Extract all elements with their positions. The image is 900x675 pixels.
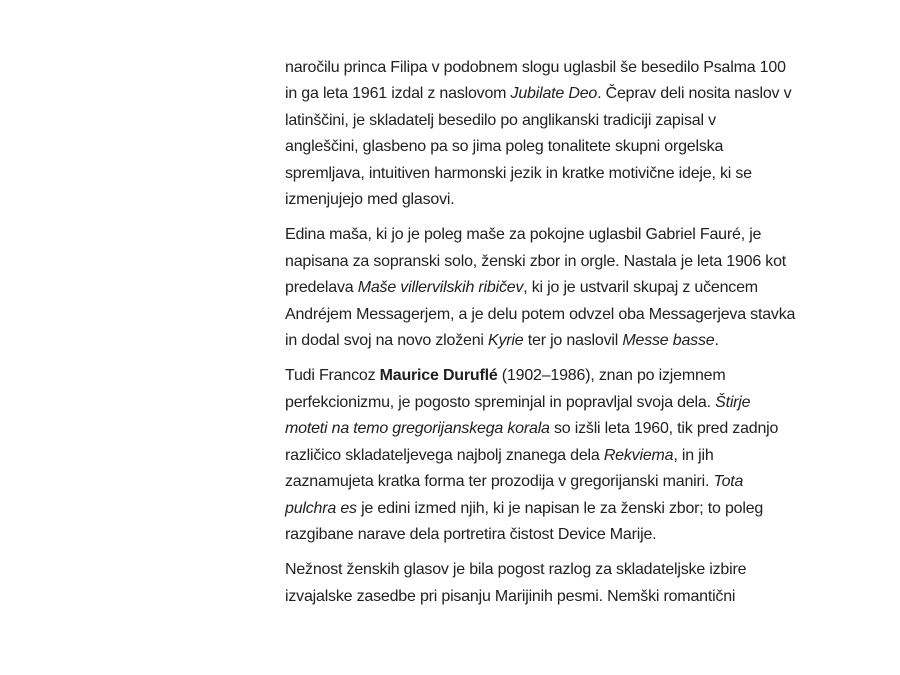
body-text: spremljava, intuitiven harmonski jezik in kratke motivične ideje, ki se <box>285 164 752 182</box>
body-text: ter jo naslovil <box>523 332 623 350</box>
text-line <box>285 222 845 248</box>
text-line <box>285 496 845 522</box>
body-text: je edini izmed njih, ki je napisan le za ženski zbor; to poleg <box>356 499 764 517</box>
italic-text: Rekviema <box>603 446 674 464</box>
text-line <box>285 275 845 301</box>
text-line <box>285 81 845 107</box>
body-text: različico skladateljevega najbolj znanega dela <box>285 446 604 464</box>
paragraph-4 <box>285 557 845 610</box>
italic-text: Kyrie <box>488 332 524 350</box>
paragraph-2 <box>285 222 845 354</box>
paragraph-3 <box>285 363 845 548</box>
body-text: . <box>714 332 719 350</box>
text-line <box>285 584 845 610</box>
body-text: in dodal svoj na novo zloženi <box>285 332 489 350</box>
body-text: izmenjujejo med glasovi. <box>285 191 455 209</box>
text-line <box>285 134 845 160</box>
text-line <box>285 328 845 354</box>
italic-text: Tota <box>713 473 744 491</box>
body-text: Tudi Francoz <box>285 367 380 385</box>
body-text: , in jih <box>673 446 714 464</box>
italic-text: moteti na temo gregorijanskega korala <box>285 420 550 438</box>
body-text: in ga leta 1961 izdal z naslovom <box>285 85 511 103</box>
text-line <box>285 161 845 187</box>
document-text <box>285 55 845 619</box>
body-text: Nežnost ženskih glasov je bila pogost razlog za skladateljske izbire <box>285 561 747 579</box>
body-text: , ki jo je ustvaril skupaj z učencem <box>523 279 758 297</box>
body-text: razgibane narave dela portretira čistost Device Marije. <box>285 525 657 543</box>
text-line <box>285 187 845 213</box>
body-text: naročilu princa Filipa v podobnem slogu uglasbil še besedilo Psalma 100 <box>285 59 786 76</box>
text-line <box>285 416 845 442</box>
text-line <box>285 55 845 81</box>
body-text: . Čeprav deli nosita naslov v <box>597 85 792 103</box>
body-text: izvajalske zasedbe pri pisanju Marijinih pesmi. Nemški romantični <box>285 587 736 605</box>
bold-text: Maurice Duruflé <box>379 367 498 385</box>
italic-text: Maše villervilskih ribičev <box>357 279 524 297</box>
text-line <box>285 390 845 416</box>
text-line <box>285 557 845 583</box>
text-line <box>285 363 845 389</box>
body-text: perfekcionizmu, je pogosto spreminjal in popravljal svoja dela. <box>285 393 716 411</box>
body-text: napisana za sopranski solo, ženski zbor in orgle. Nastala je leta 1906 kot <box>285 252 787 270</box>
italic-text: Štirje <box>715 393 751 411</box>
italic-text: Jubilate Deo <box>510 85 598 103</box>
italic-text: Messe basse <box>622 332 715 350</box>
body-text: so izšli leta 1960, tik pred zadnjo <box>549 420 779 438</box>
text-line <box>285 302 845 328</box>
text-line <box>285 108 845 134</box>
italic-text: pulchra es <box>285 499 357 517</box>
body-text: zaznamujeta kratka forma ter prozodija v gregorijanski maniri. <box>285 473 714 491</box>
text-line <box>285 249 845 275</box>
text-line <box>285 469 845 495</box>
body-text: Edina maša, ki jo je poleg maše za pokojne uglasbil Gabriel Fauré, je <box>285 226 762 244</box>
text-line <box>285 443 845 469</box>
text-line <box>285 522 845 548</box>
body-text: angleščini, glasbeno pa so jima poleg tonalitete skupni orgelska <box>285 138 724 156</box>
body-text: Andréjem Messagerjem, a je delu potem odvzel oba Messagerjeva stavka <box>285 305 796 323</box>
paragraph-1 <box>285 55 845 213</box>
body-text: (1902–1986), znan po izjemnem <box>497 367 726 385</box>
body-text: latinščini, je skladatelj besedilo po anglikanski tradiciji zapisal v <box>285 111 716 129</box>
body-text: predelava <box>285 279 358 297</box>
